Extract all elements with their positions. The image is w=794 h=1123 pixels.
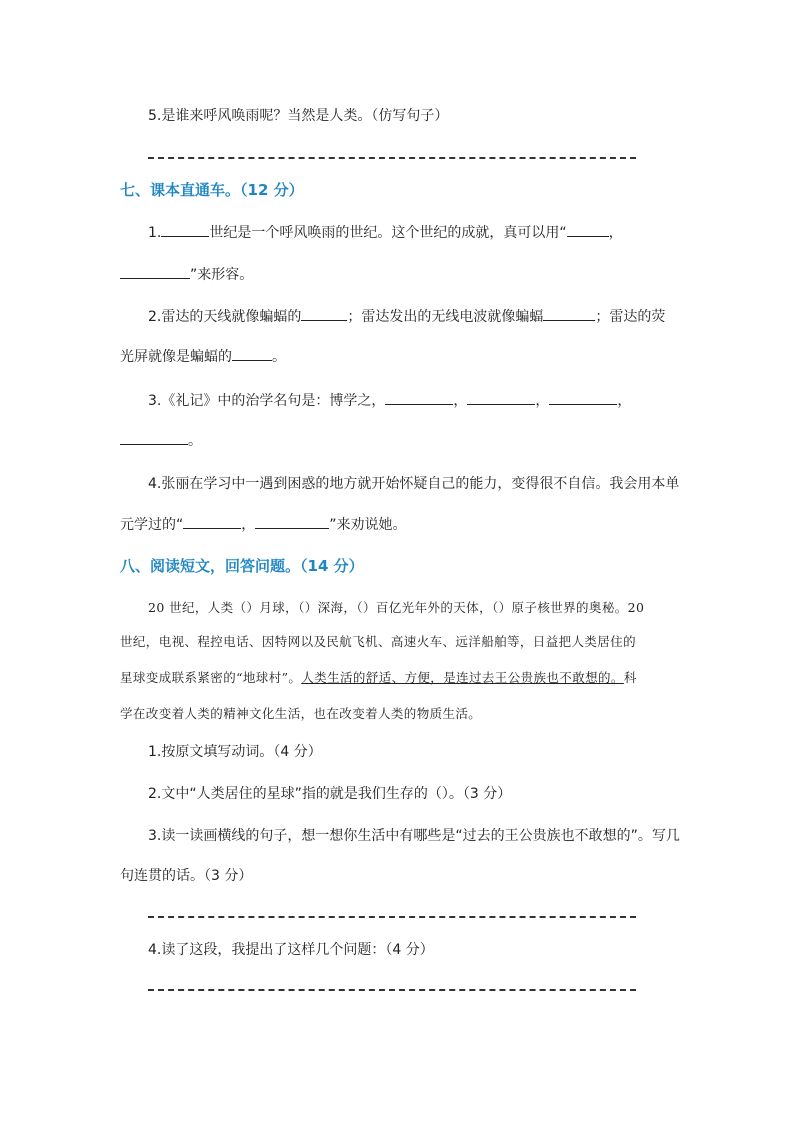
text: 科: [623, 670, 637, 685]
blank[interactable]: [255, 514, 329, 529]
text: 。: [272, 349, 286, 365]
section-7-heading: 七、课本直通车。（12 分）: [120, 181, 304, 199]
s7-question-3: [148, 390, 631, 411]
s7-question-2: [148, 306, 665, 327]
answer-line[interactable]: [148, 989, 636, 991]
blank[interactable]: [543, 306, 595, 321]
s8-question-2: 2.文中“人类居住的星球”指的就是我们生存的（）。（3 分）: [148, 786, 512, 802]
answer-line[interactable]: [148, 916, 636, 918]
blank[interactable]: [549, 390, 617, 405]
underlined-sentence: 人类生活的舒适、方便，是连过去王公贵族也不敢想的。: [301, 670, 624, 685]
text: 3.《礼记》中的治学名句是：博学之，: [148, 393, 386, 409]
text: 星球变成联系紧密的“地球村”。: [120, 670, 302, 685]
blank[interactable]: [120, 430, 188, 445]
answer-line[interactable]: [148, 157, 636, 159]
text: 光屏就像是蝙蝠的: [120, 349, 232, 365]
text: ，: [608, 225, 623, 241]
blank[interactable]: [301, 306, 347, 321]
s7-question-4: 4.张丽在学习中一遇到困惑的地方就开始怀疑自己的能力，变得很不自信。我会用本单: [148, 476, 680, 492]
text: ”来形容。: [190, 267, 254, 283]
blank[interactable]: [161, 222, 209, 237]
text: 元学过的“: [120, 517, 184, 533]
text: ；雷达的荧: [595, 309, 666, 325]
s7-question-4-cont: [120, 514, 407, 535]
question-5-prev: 5.是谁来呼风唤雨呢？当然是人类。（仿写句子）: [148, 108, 449, 124]
blank[interactable]: [120, 264, 190, 279]
blank[interactable]: [183, 514, 241, 529]
passage-line-3: [120, 668, 637, 688]
text: ，: [241, 517, 256, 533]
text: ，: [617, 393, 632, 409]
blank[interactable]: [467, 390, 535, 405]
text: 。: [188, 433, 202, 449]
s7-question-1-cont: [120, 264, 253, 285]
text: 世纪是一个呼风唤雨的世纪。这个世纪的成就，真可以用“: [209, 225, 567, 241]
text: ，: [535, 393, 550, 409]
passage-line-4: 学在改变着人类的精神文化生活，也在改变着人类的物质生活。: [120, 706, 482, 721]
s7-question-1: [148, 222, 623, 243]
s8-question-4: 4.读了这段，我提出了这样几个问题：（4 分）: [148, 942, 434, 958]
s8-question-3: 3.读一读画横线的句子，想一想你生活中有哪些是“过去的王公贵族也不敢想的”。写几: [148, 828, 680, 844]
s8-question-3-cont: 句连贯的话。（3 分）: [120, 868, 253, 884]
s7-question-3-cont: [120, 430, 202, 451]
text: 1.: [148, 225, 162, 241]
text: ；雷达发出的无线电波就像蝙蝠: [347, 309, 544, 325]
passage-line-1: 20 世纪，人类（）月球，（）深海，（）百亿光年外的天体，（）原子核世界的奥秘。20: [148, 600, 645, 615]
blank[interactable]: [567, 222, 609, 237]
text: ”来劝说她。: [329, 517, 407, 533]
text: ，: [453, 393, 468, 409]
text: 2.雷达的天线就像蝙蝠的: [148, 309, 302, 325]
blank[interactable]: [232, 346, 272, 361]
s8-question-1: 1.按原文填写动词。（4 分）: [148, 744, 322, 760]
blank[interactable]: [385, 390, 453, 405]
passage-line-2: 世纪，电视、程控电话、因特网以及民航飞机、高速火车、远洋船舶等，日益把人类居住的: [120, 634, 637, 649]
s7-question-2-cont: [120, 346, 286, 367]
section-8-heading: 八、阅读短文，回答问题。（14 分）: [120, 557, 364, 575]
